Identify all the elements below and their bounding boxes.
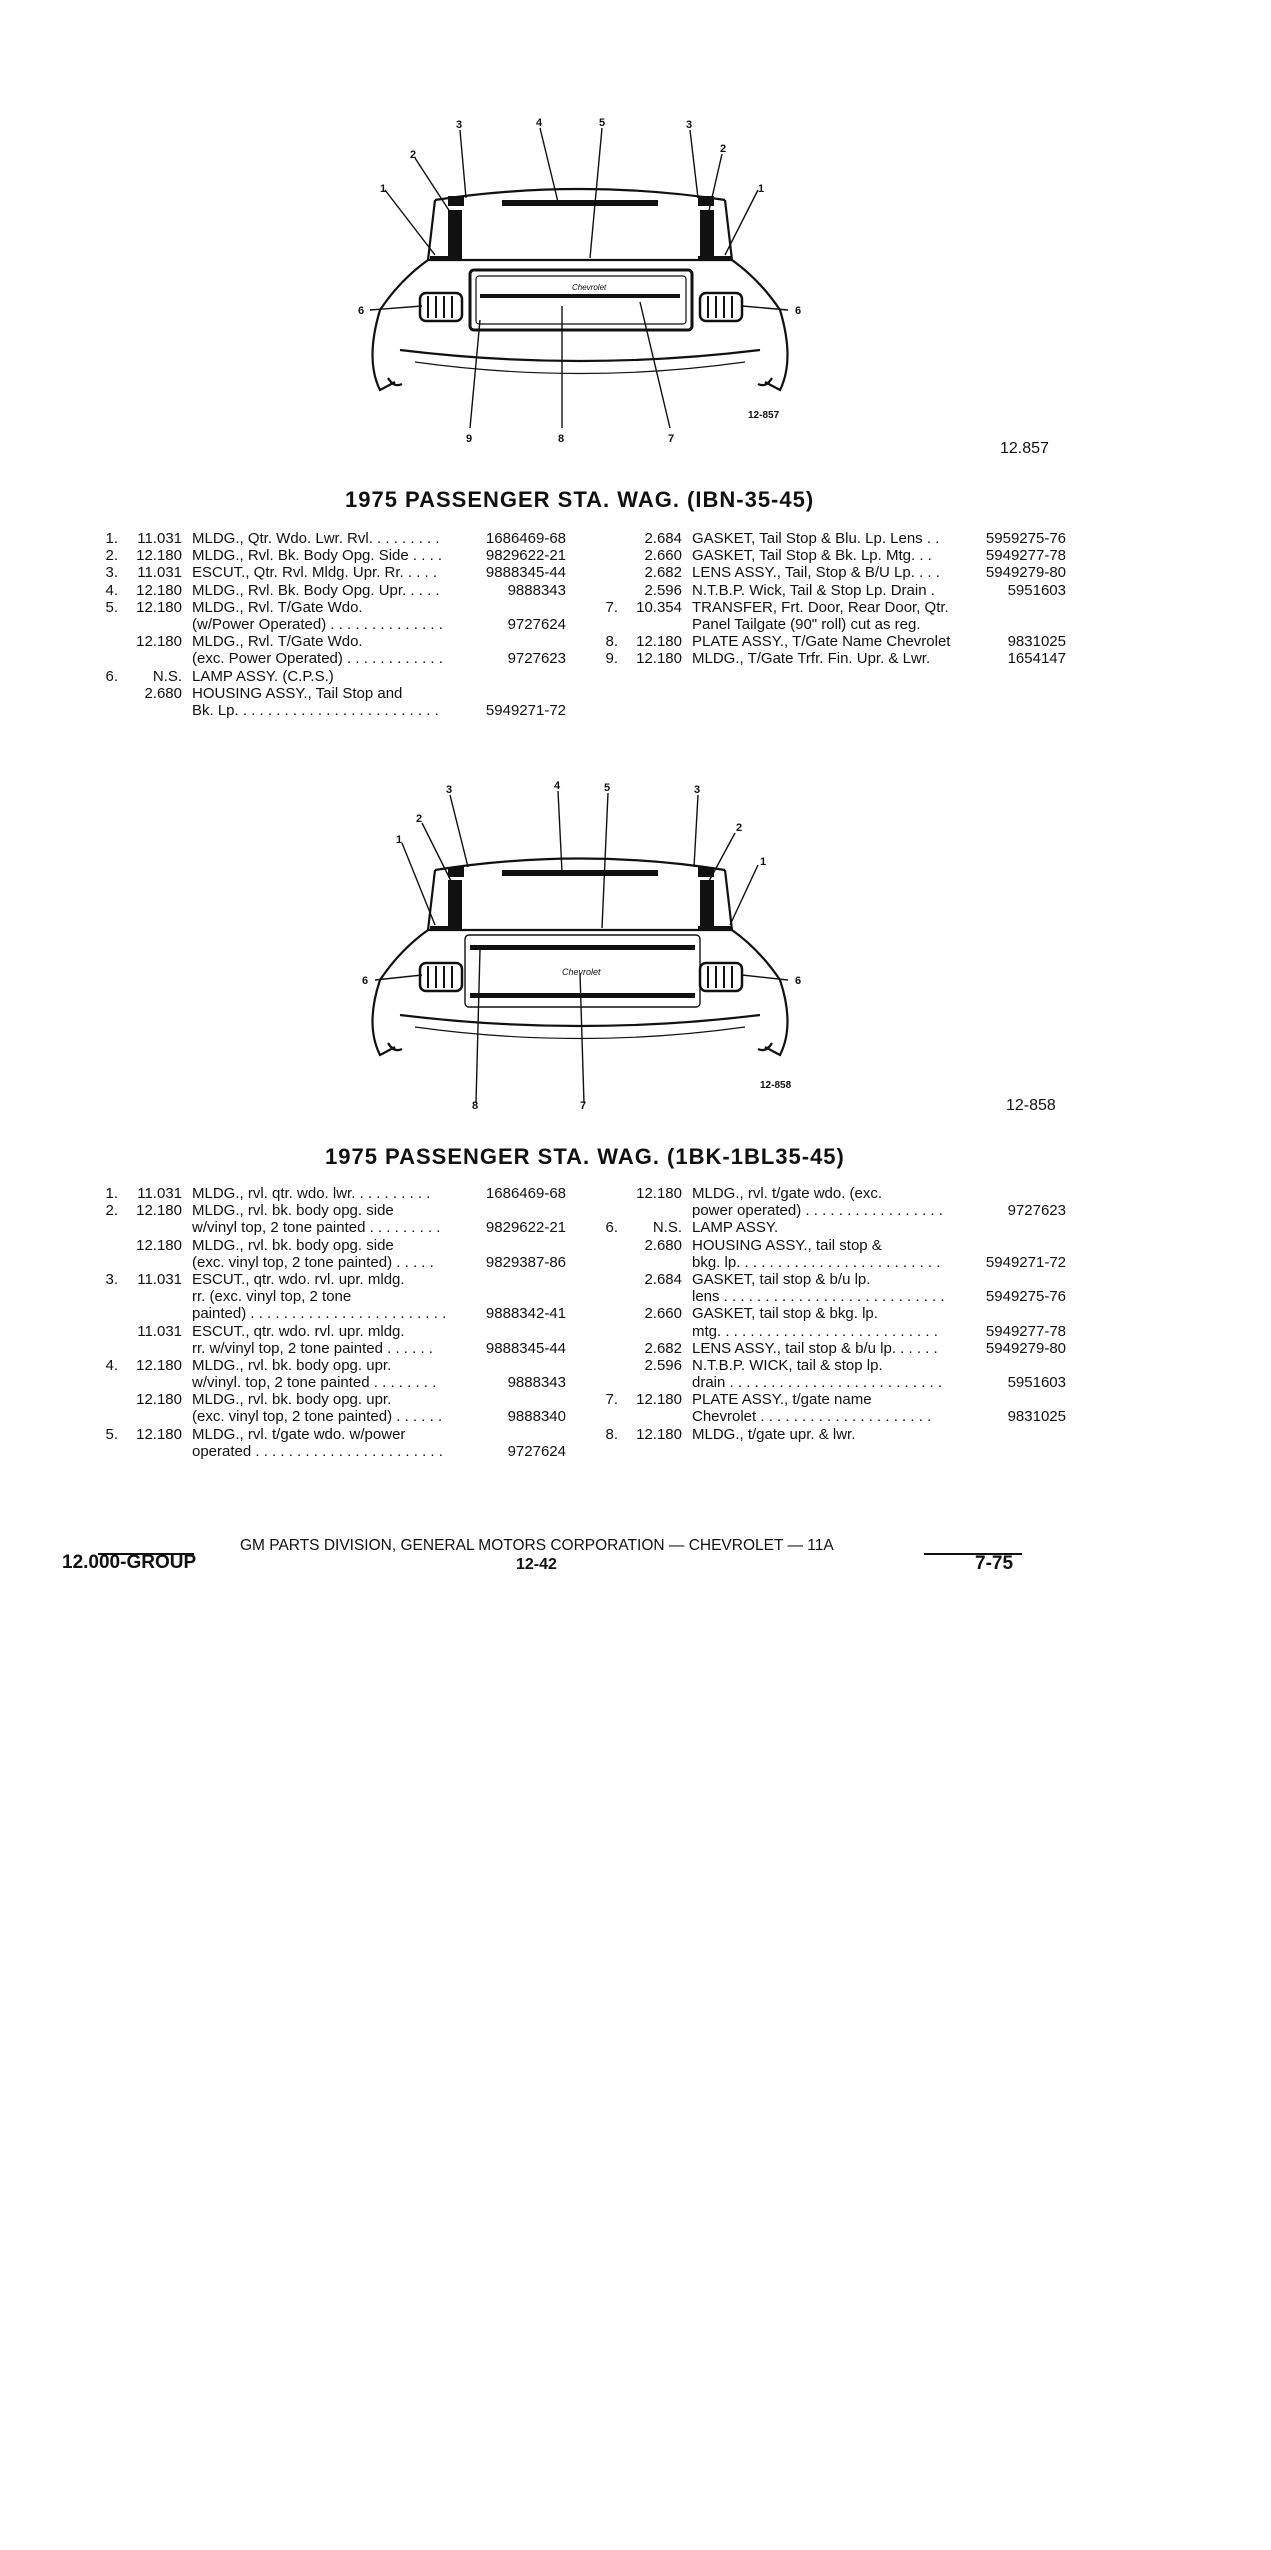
item-number: 6. (605, 1219, 618, 1237)
station-wagon-rear-illustration-2 (340, 775, 820, 1115)
parts-list-1-left (98, 530, 566, 719)
parts-list-row (98, 702, 566, 719)
part-description: GASKET, tail stop & b/u lp. (692, 1270, 871, 1288)
callout-label: 3 (686, 119, 693, 131)
parts-list-row (598, 1237, 1066, 1254)
part-number: 1686469-68 (485, 530, 566, 547)
part-description: MLDG., rvl. bk. body opg. upr. (192, 1391, 392, 1409)
part-description: HOUSING ASSY., Tail Stop and (192, 684, 403, 702)
part-description: Bk. Lp. . . . . . . . . . . . . . . . . . . . . . . . . (192, 701, 439, 719)
part-number: 5949279-80 (985, 1339, 1066, 1357)
group-number: 2.660 (644, 547, 682, 565)
part-number: 5949271-72 (485, 701, 566, 719)
part-description: MLDG., rvl. t/gate wdo. w/power (192, 1425, 406, 1443)
item-number: 4. (105, 1356, 118, 1374)
parts-list-row (98, 1357, 566, 1374)
parts-list-row (98, 685, 566, 702)
part-description: drain . . . . . . . . . . . . . . . . . . . . . . . . . . (692, 1374, 943, 1392)
parts-list-1-right (598, 530, 1066, 668)
callout-label: 4 (536, 117, 543, 129)
group-number: 12.180 (136, 1236, 182, 1254)
part-description: N.T.B.P. Wick, Tail & Stop Lp. Drain . (692, 581, 935, 599)
parts-list-row (598, 530, 1066, 547)
part-number: 9727623 (1007, 1202, 1066, 1220)
part-number: 5949279-80 (985, 564, 1066, 582)
part-description: (exc. vinyl top, 2 tone painted) . . . . . . (192, 1408, 443, 1426)
parts-list-row (598, 1340, 1066, 1357)
callout-label: 2 (416, 813, 423, 825)
group-number: 11.031 (137, 1185, 182, 1202)
figure-2-station-wagon-rear (340, 775, 820, 1115)
callout-label: 1 (758, 183, 765, 195)
part-description: power operated) . . . . . . . . . . . . . . . . . (692, 1202, 943, 1220)
parts-list-row (98, 1408, 566, 1425)
parts-list-row (98, 1323, 566, 1340)
part-description: w/vinyl. top, 2 tone painted . . . . . . . . (192, 1374, 437, 1392)
parts-list-row (598, 1357, 1066, 1374)
part-number: 5951603 (1007, 581, 1066, 599)
group-number: 10.354 (636, 598, 682, 616)
part-number: 5949271-72 (985, 1253, 1066, 1271)
group-number: 2.680 (644, 1236, 682, 1254)
part-description: MLDG., Rvl. T/Gate Wdo. (192, 633, 363, 651)
parts-list-row (98, 1340, 566, 1357)
group-number: 2.682 (644, 564, 682, 582)
part-description: PLATE ASSY., t/gate name (692, 1391, 872, 1409)
emblem-text: Chevrolet (562, 967, 601, 977)
part-description: Chevrolet . . . . . . . . . . . . . . . . . . . . . (692, 1408, 932, 1426)
part-number: 5949275-76 (985, 1288, 1066, 1306)
callout-label: 2 (410, 149, 417, 161)
parts-list-row (598, 616, 1066, 633)
callout-label: 4 (554, 780, 561, 792)
group-number: 12.180 (136, 1356, 182, 1374)
group-number: 2.660 (644, 1305, 682, 1323)
group-number: 12.180 (636, 1425, 682, 1443)
callout-label: 8 (558, 433, 565, 445)
part-description: (w/Power Operated) . . . . . . . . . . . . . . (192, 615, 443, 633)
figure-1-station-wagon-rear (340, 110, 820, 460)
parts-list-row (98, 1305, 566, 1322)
part-description: operated . . . . . . . . . . . . . . . . . . . . . . . (192, 1442, 443, 1460)
parts-list-row (98, 547, 566, 564)
callout-label: 2 (720, 143, 727, 155)
part-description: MLDG., rvl. t/gate wdo. (exc. (692, 1185, 883, 1202)
callout-label: 7 (580, 1100, 587, 1112)
part-number: 9888343 (507, 1374, 566, 1392)
group-number: 12.180 (136, 633, 182, 651)
part-number: 9888345-44 (485, 1339, 566, 1357)
item-number: 8. (605, 1425, 618, 1443)
callout-label: 5 (599, 117, 606, 129)
group-number: 12.180 (136, 547, 182, 565)
group-number: 12.180 (136, 1391, 182, 1409)
parts-list-row (98, 1185, 566, 1202)
part-description: MLDG., Rvl. Bk. Body Opg. Side . . . . (192, 547, 443, 565)
item-number: 9. (605, 650, 618, 668)
part-number: 5951603 (1007, 1374, 1066, 1392)
section-title-2: 1975 PASSENGER STA. WAG. (1BK-1BL35-45) (325, 1144, 845, 1169)
parts-list-row (598, 633, 1066, 650)
group-number: 2.596 (644, 1356, 682, 1374)
group-number: 12.180 (136, 1425, 182, 1443)
item-number: 2. (105, 1202, 118, 1220)
callout-label: 1 (760, 856, 767, 868)
item-number: 1. (105, 1185, 118, 1202)
parts-list-row (98, 633, 566, 650)
part-description: (exc. vinyl top, 2 tone painted) . . . . . (192, 1253, 434, 1271)
parts-list-row (598, 1202, 1066, 1219)
part-number: 9829622-21 (485, 547, 566, 565)
parts-list-row (598, 599, 1066, 616)
part-description: HOUSING ASSY., tail stop & (692, 1236, 882, 1254)
callout-label: 3 (446, 784, 453, 796)
footer-page-number: 12-42 (516, 1556, 557, 1573)
part-description: MLDG., rvl. qtr. wdo. lwr. . . . . . . . . . (192, 1185, 431, 1202)
group-number: 12.180 (636, 650, 682, 668)
part-description: rr. w/vinyl top, 2 tone painted . . . . . . (192, 1339, 433, 1357)
part-description: TRANSFER, Frt. Door, Rear Door, Qtr. (692, 598, 949, 616)
parts-list-row (598, 1305, 1066, 1322)
group-number: 12.180 (636, 1185, 682, 1202)
part-description: bkg. lp. . . . . . . . . . . . . . . . . . . . . . . . . (692, 1253, 941, 1271)
part-number: 5949277-78 (985, 1322, 1066, 1340)
parts-list-row (598, 1254, 1066, 1271)
parts-list-row (98, 1288, 566, 1305)
part-description: LENS ASSY., Tail, Stop & B/U Lp. . . . (692, 564, 940, 582)
group-number: 11.031 (137, 1322, 182, 1340)
callout-label: 5 (604, 782, 611, 794)
parts-list-row (98, 1202, 566, 1219)
group-number: N.S. (652, 1219, 682, 1237)
part-description: lens . . . . . . . . . . . . . . . . . . . . . . . . . . . (692, 1288, 945, 1306)
item-number: 5. (105, 1425, 118, 1443)
group-number: 2.680 (144, 684, 182, 702)
figure-code: 12-857 (748, 410, 780, 421)
group-number: 11.031 (137, 530, 182, 547)
part-number: 9888345-44 (485, 564, 566, 582)
parts-list-row (598, 1219, 1066, 1236)
part-description: LENS ASSY., tail stop & b/u lp. . . . . . (692, 1339, 938, 1357)
part-number: 9829387-86 (485, 1253, 566, 1271)
group-number: N.S. (152, 667, 182, 685)
part-description: GASKET, tail stop & bkg. lp. (692, 1305, 878, 1323)
callout-label: 9 (466, 433, 473, 445)
part-number: 1686469-68 (485, 1185, 566, 1202)
parts-list-row (98, 1219, 566, 1236)
part-description: w/vinyl top, 2 tone painted . . . . . . . . . (192, 1219, 441, 1237)
figure-reference-1: 12.857 (1000, 440, 1049, 457)
part-description: PLATE ASSY., T/Gate Name Chevrolet (692, 633, 951, 651)
parts-list-row (98, 1254, 566, 1271)
callout-label: 6 (358, 305, 365, 317)
group-number: 12.180 (136, 1202, 182, 1220)
group-number: 12.180 (636, 1391, 682, 1409)
part-number: 9727623 (507, 650, 566, 668)
parts-list-row (98, 1237, 566, 1254)
section-title-1: 1975 PASSENGER STA. WAG. (IBN-35-45) (345, 487, 815, 512)
parts-list-row (98, 1443, 566, 1460)
part-number: 9888340 (507, 1408, 566, 1426)
parts-list-row (598, 1426, 1066, 1443)
emblem-text: Chevrolet (572, 283, 607, 292)
part-description: MLDG., Qtr. Wdo. Lwr. Rvl. . . . . . . . . (192, 530, 440, 547)
item-number: 1. (105, 530, 118, 547)
parts-list-row (98, 650, 566, 667)
group-number: 12.180 (636, 633, 682, 651)
callout-label: 3 (456, 119, 463, 131)
item-number: 6. (105, 667, 118, 685)
parts-list-row (98, 668, 566, 685)
part-description: ESCUT., Qtr. Rvl. Mldg. Upr. Rr. . . . . (192, 564, 438, 582)
part-description: mtg. . . . . . . . . . . . . . . . . . . . . . . . . . . (692, 1322, 938, 1340)
part-number: 9829622-21 (485, 1219, 566, 1237)
parts-list-row (98, 582, 566, 599)
figure-code: 12-858 (760, 1080, 792, 1091)
part-number: 9727624 (507, 615, 566, 633)
callout-label: 6 (795, 305, 802, 317)
parts-list-row (598, 650, 1066, 667)
part-description: MLDG., T/Gate Trfr. Fin. Upr. & Lwr. (692, 650, 931, 668)
group-number: 11.031 (137, 564, 182, 582)
parts-list-row (598, 1408, 1066, 1425)
parts-list-row (98, 564, 566, 581)
part-description: MLDG., rvl. bk. body opg. upr. (192, 1356, 392, 1374)
group-number: 12.180 (136, 598, 182, 616)
part-number: 5959275-76 (985, 530, 1066, 547)
part-number: 9831025 (1007, 633, 1066, 651)
parts-list-row (98, 530, 566, 547)
parts-list-row (598, 1271, 1066, 1288)
part-description: LAMP ASSY. (C.P.S.) (192, 667, 334, 685)
group-number: 2.684 (644, 530, 682, 547)
part-description: ESCUT., qtr. wdo. rvl. upr. mldg. (192, 1270, 405, 1288)
part-number: 5949277-78 (985, 547, 1066, 565)
callout-label: 3 (694, 784, 701, 796)
part-description: MLDG., rvl. bk. body opg. side (192, 1236, 394, 1254)
parts-list-row (98, 616, 566, 633)
footer-date: 7-75 (975, 1553, 1014, 1574)
part-number: 9888343 (507, 581, 566, 599)
callout-label: 6 (362, 975, 369, 987)
parts-list-row (598, 1288, 1066, 1305)
parts-list-2-right (598, 1185, 1066, 1443)
parts-list-row (598, 1185, 1066, 1202)
part-number: 9888342-41 (485, 1305, 566, 1323)
part-description: MLDG., Rvl. Bk. Body Opg. Upr. . . . . (192, 581, 440, 599)
part-description: Panel Tailgate (90" roll) cut as reg. (692, 615, 921, 633)
item-number: 3. (105, 1270, 118, 1288)
part-description: painted) . . . . . . . . . . . . . . . . . . . . . . . . (192, 1305, 447, 1323)
parts-list-row (98, 599, 566, 616)
group-number: 2.684 (644, 1270, 682, 1288)
part-number: 9727624 (507, 1442, 566, 1460)
part-description: MLDG., Rvl. T/Gate Wdo. (192, 598, 363, 616)
parts-list-row (598, 564, 1066, 581)
group-number: 11.031 (137, 1270, 182, 1288)
callout-label: 6 (795, 975, 802, 987)
item-number: 5. (105, 598, 118, 616)
group-number: 2.682 (644, 1339, 682, 1357)
footer-group: 12.000-GROUP (62, 1552, 197, 1573)
figure-reference-2: 12-858 (1006, 1097, 1056, 1114)
part-description: (exc. Power Operated) . . . . . . . . . . . . (192, 650, 443, 668)
group-number: 2.596 (644, 581, 682, 599)
callout-label: 1 (396, 834, 403, 846)
parts-list-row (98, 1391, 566, 1408)
parts-list-row (598, 1374, 1066, 1391)
parts-list-row (98, 1374, 566, 1391)
parts-list-row (598, 582, 1066, 599)
parts-list-2-left (98, 1185, 566, 1460)
part-description: LAMP ASSY. (692, 1219, 779, 1237)
item-number: 7. (605, 1391, 618, 1409)
station-wagon-rear-illustration-1 (340, 110, 820, 460)
parts-list-row (598, 1323, 1066, 1340)
group-number: 12.180 (136, 581, 182, 599)
part-description: ESCUT., qtr. wdo. rvl. upr. mldg. (192, 1322, 405, 1340)
item-number: 8. (605, 633, 618, 651)
item-number: 2. (105, 547, 118, 565)
callout-label: 8 (472, 1100, 479, 1112)
parts-list-row (98, 1271, 566, 1288)
part-description: MLDG., rvl. bk. body opg. side (192, 1202, 394, 1220)
item-number: 4. (105, 581, 118, 599)
callout-label: 7 (668, 433, 675, 445)
part-description: GASKET, Tail Stop & Bk. Lp. Mtg. . . (692, 547, 932, 565)
parts-list-row (598, 1391, 1066, 1408)
part-description: N.T.B.P. WICK, tail & stop lp. (692, 1356, 883, 1374)
part-number: 9831025 (1007, 1408, 1066, 1426)
footer-division: GM PARTS DIVISION, GENERAL MOTORS CORPORATION — CHEVROLET — 11A (240, 1537, 834, 1554)
parts-list-row (598, 547, 1066, 564)
part-description: GASKET, Tail Stop & Blu. Lp. Lens . . (692, 530, 940, 547)
part-number: 1654147 (1007, 650, 1066, 668)
part-description: MLDG., t/gate upr. & lwr. (692, 1425, 856, 1443)
parts-list-row (98, 1426, 566, 1443)
item-number: 7. (605, 598, 618, 616)
item-number: 3. (105, 564, 118, 582)
part-description: rr. (exc. vinyl top, 2 tone (192, 1288, 352, 1306)
callout-label: 1 (380, 183, 387, 195)
callout-label: 2 (736, 822, 743, 834)
